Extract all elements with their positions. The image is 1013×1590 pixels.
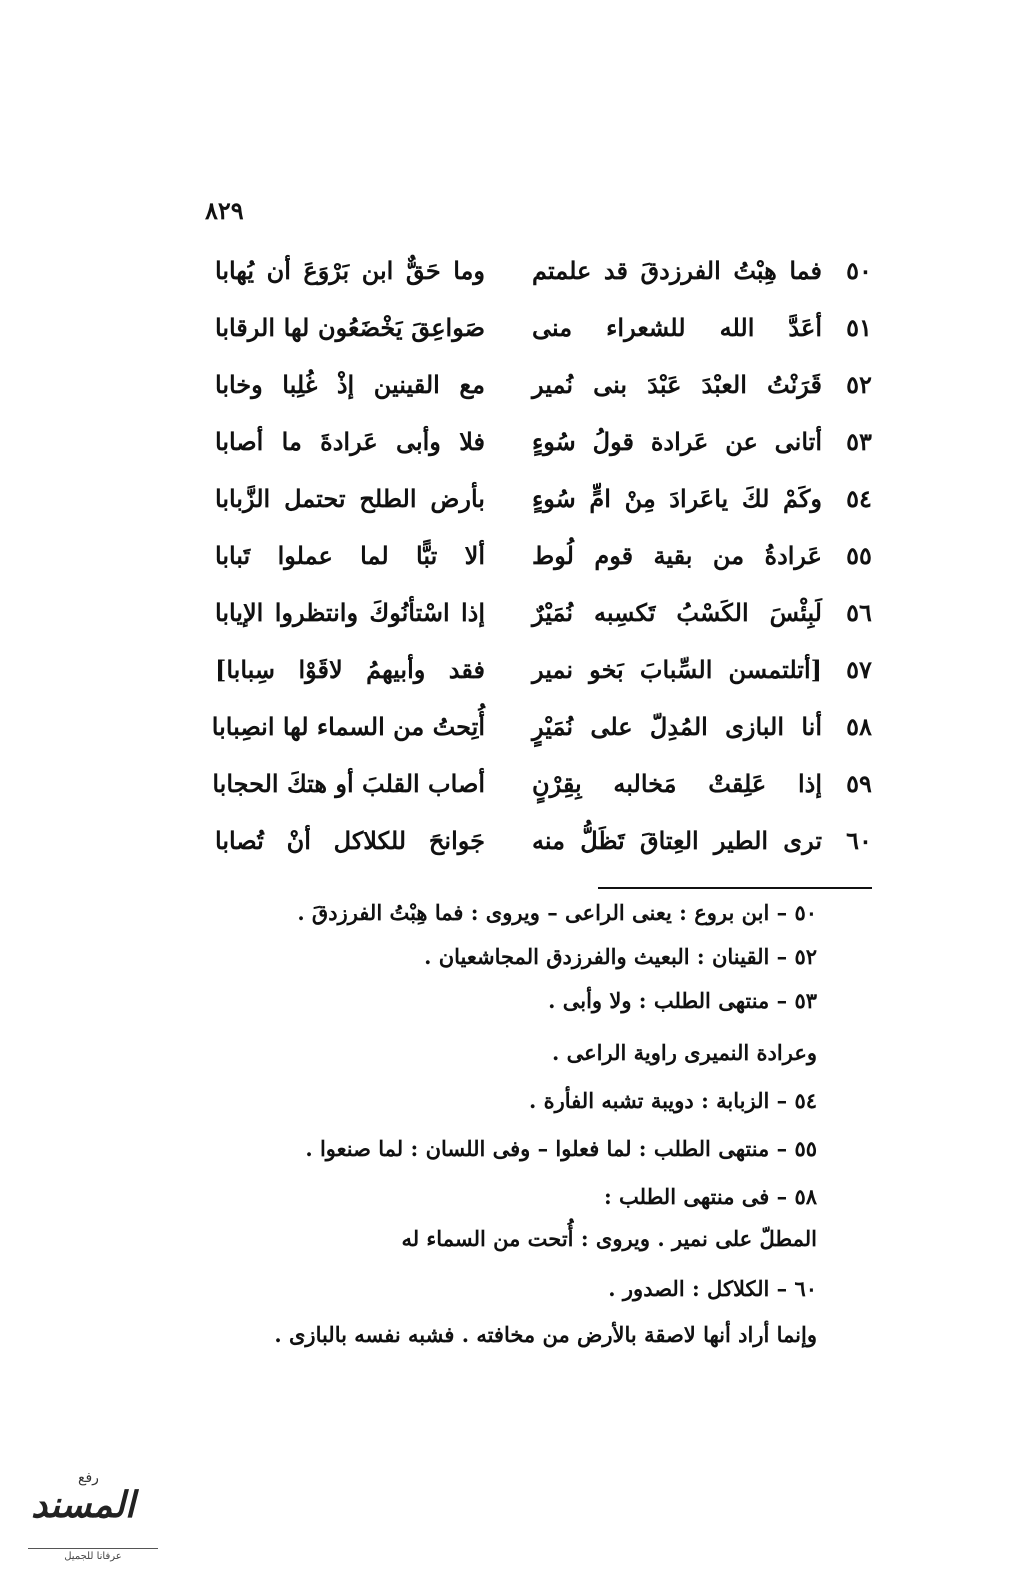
- verse-second-hemistich: أُتِحتُ من السماء لها انصِبابا: [211, 712, 485, 741]
- page-number: ٨٢٩: [205, 196, 244, 225]
- verse-number: ٥٦: [846, 598, 872, 627]
- verse-first-hemistich: فما هِبْتُ الفرزدقَ قد علمتم: [532, 256, 822, 285]
- verse-line: [200, 535, 880, 579]
- verse-first-hemistich: [أتلتمسن السِّبابَ بَخو نمير: [532, 655, 822, 684]
- seal-top-text: رفع: [78, 1470, 99, 1486]
- verse-first-hemistich: أعَدَّ الله للشعراء منى: [532, 313, 822, 342]
- verse-first-hemistich: وكَمْ لكَ ياعَرادَ مِنْ امٍّ سُوءٍ: [532, 484, 822, 513]
- verse-line: [200, 250, 880, 294]
- verse-line: [200, 820, 880, 864]
- verse-second-hemistich: بأرض الطلح تحتمل الزَّبابا: [215, 484, 485, 513]
- footnote-line: وإنما أراد أنها لاصقة بالأرض من مخافته . فشبه نفسه بالبازى .: [274, 1322, 817, 1347]
- footnote-line: ٥٥ – منتهى الطلب : لما فعلوا – وفى اللسان : لما صنعوا .: [305, 1136, 817, 1161]
- verse-second-hemistich: أصاب القلبَ أو هتكَ الحجابا: [212, 769, 485, 798]
- verse-second-hemistich: جَوانحَ للكلاكل أنْ تُصابا: [215, 826, 485, 855]
- verse-first-hemistich: قَرَنْتُ العبْدَ عَبْدَ بنى نُمير: [532, 370, 822, 399]
- verse-number: ٥٩: [846, 769, 872, 798]
- verse-line: [200, 706, 880, 750]
- verse-line: [200, 649, 880, 693]
- verse-number: ٥٠: [846, 256, 872, 285]
- footnote-line: ٥٢ – القينان : البعيث والفرزدق المجاشعيان .: [424, 944, 817, 969]
- verse-number: ٥٤: [846, 484, 872, 513]
- verse-number: ٥١: [846, 313, 872, 342]
- verse-line: [200, 478, 880, 522]
- verse-line: [200, 307, 880, 351]
- seal-main-text: المسند: [31, 1484, 135, 1526]
- footnote-divider: [598, 887, 872, 889]
- verse-line: [200, 364, 880, 408]
- verse-second-hemistich: مع القينين إذْ غُلِبا وخابا: [215, 370, 485, 399]
- verse-second-hemistich: فلا وأبى عَرادةَ ما أصابا: [215, 427, 485, 456]
- footnote-line: المطلّ على نمير . ويروى : أُتحت من السماء له: [401, 1226, 817, 1251]
- footnote-line: ٥٣ – منتهى الطلب : ولا وأبى .: [548, 988, 817, 1013]
- verse-number: ٥٨: [846, 712, 872, 741]
- verse-number: ٥٣: [846, 427, 872, 456]
- verse-number: ٥٧: [846, 655, 872, 684]
- seal-bottom-text: عرفانا للجميل: [28, 1548, 158, 1562]
- verse-second-hemistich: صَواعِقَ يَخْضَعُون لها الرقابا: [215, 313, 485, 342]
- verse-line: [200, 763, 880, 807]
- footnote-line: وعرادة النميرى راوية الراعى .: [552, 1040, 817, 1065]
- footnote-line: ٥٨ – فى منتهى الطلب :: [603, 1184, 817, 1209]
- verse-number: ٥٢: [846, 370, 872, 399]
- verse-first-hemistich: أتانى عن عَرادة قولُ سُوءٍ: [532, 427, 822, 456]
- footnote-line: ٥٤ – الزبابة : دويبة تشبه الفأرة .: [529, 1088, 817, 1113]
- library-seal: [8, 1470, 158, 1570]
- footnote-line: ٥٠ – ابن بروع : يعنى الراعى – ويروى : فما هِبْتُ الفرزدقَ .: [297, 900, 817, 925]
- verse-number: ٥٥: [846, 541, 872, 570]
- verse-line: [200, 421, 880, 465]
- verse-number: ٦٠: [846, 826, 872, 855]
- verse-first-hemistich: أنا البازى المُدِلّ على نُمَيْرٍ: [532, 712, 822, 741]
- verse-second-hemistich: وما حَقٌّ ابن بَرْوَعَ أن يُهابا: [215, 256, 485, 285]
- footnote-line: ٦٠ – الكلاكل : الصدور .: [608, 1276, 817, 1301]
- verse-line: [200, 592, 880, 636]
- verse-first-hemistich: عَرادةُ من بقية قوم لُوط: [532, 541, 822, 570]
- verse-second-hemistich: إذا اسْتأنُوكَ وانتظروا الإيابا: [215, 598, 485, 627]
- verse-second-hemistich: فقد وأبيهمُ لاقَوْا سِبابا]: [215, 655, 485, 684]
- verse-second-hemistich: ألا تبًّا لما عملوا تَبابا: [215, 541, 485, 570]
- verse-first-hemistich: ترى الطير العِتاقَ تَظَلُّ منه: [532, 826, 822, 855]
- verse-first-hemistich: إذا عَلِقتْ مَخالبه بِقِرْنٍ: [532, 769, 822, 798]
- verse-first-hemistich: لَبِئْسَ الكَسْبُ تَكسِبه نُمَيْرٌ: [532, 598, 822, 627]
